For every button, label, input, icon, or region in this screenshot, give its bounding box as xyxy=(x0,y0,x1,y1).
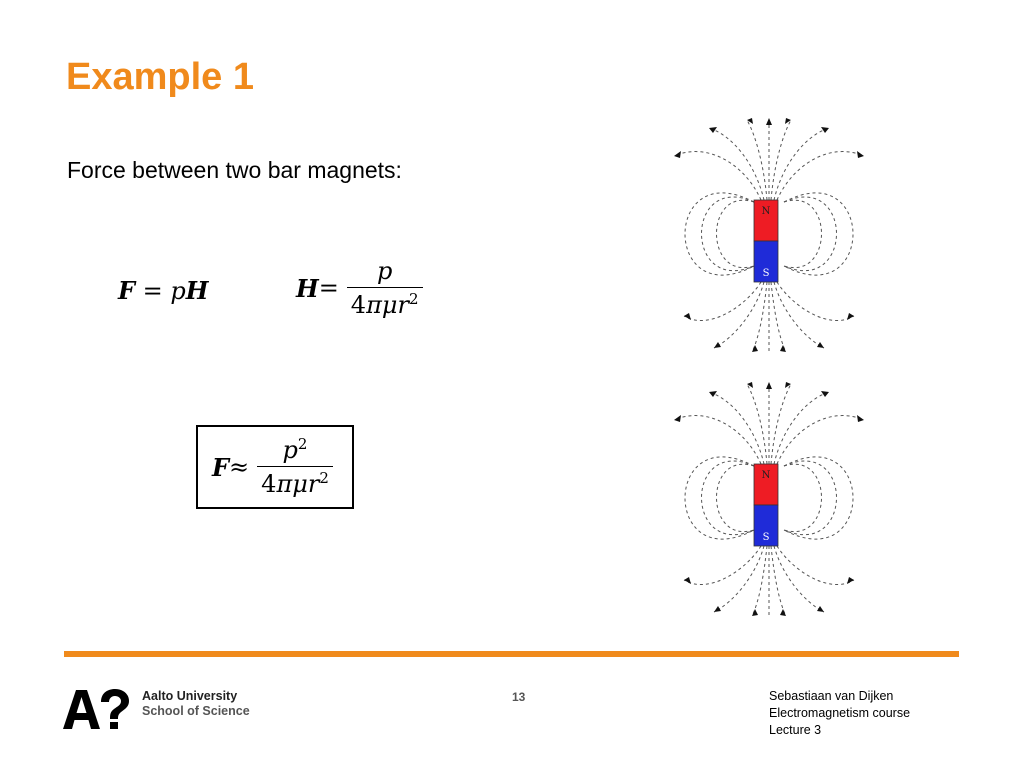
den-mu: μ xyxy=(292,470,308,498)
den-mu: μ xyxy=(381,291,398,319)
north-label: N xyxy=(761,470,771,481)
den-r: r xyxy=(307,470,320,498)
boxed-result-equation xyxy=(196,425,354,509)
den-exponent: 2 xyxy=(408,290,419,308)
force-symbol: F xyxy=(118,276,136,305)
equation-field xyxy=(296,257,423,319)
south-label: S xyxy=(762,268,770,279)
page-number: 13 xyxy=(512,690,526,704)
result-fraction xyxy=(257,436,333,498)
university-name xyxy=(142,689,250,719)
equals-sign: = xyxy=(135,277,171,305)
num-exponent: 2 xyxy=(297,435,308,453)
den-exponent: 2 xyxy=(319,469,329,487)
university-line2: School of Science xyxy=(142,704,250,718)
author-name: Sebastiaan van Dijken xyxy=(769,689,894,703)
intro-text: Force between two bar magnets: xyxy=(67,157,402,183)
approx-sign: ≈ xyxy=(229,453,250,481)
den-pi: π xyxy=(366,291,382,319)
force-symbol: F xyxy=(212,452,230,482)
field-fraction xyxy=(347,257,423,319)
course-name: Electromagnetism course xyxy=(769,706,911,720)
den-four: 4 xyxy=(350,291,367,319)
lecture-number: Lecture 3 xyxy=(769,723,822,737)
north-label: N xyxy=(761,206,771,217)
field-symbol: H xyxy=(296,273,319,303)
university-line1: Aalto University xyxy=(142,689,238,703)
bar-magnet-field-diagram-2 xyxy=(664,380,874,620)
num-p: p xyxy=(282,436,298,464)
field-symbol: H xyxy=(185,276,209,305)
aalto-logo xyxy=(63,688,131,730)
footer-divider xyxy=(64,651,959,657)
moment-symbol: p xyxy=(170,277,186,305)
slide-title: Example 1 xyxy=(66,56,254,98)
den-r: r xyxy=(397,291,409,319)
south-label: S xyxy=(762,532,770,543)
bar-magnet-field-diagram-1 xyxy=(664,116,874,356)
den-four: 4 xyxy=(261,470,277,498)
fraction-denominator xyxy=(347,287,423,319)
footer-credits xyxy=(769,688,910,739)
fraction-numerator xyxy=(277,436,314,466)
den-pi: π xyxy=(276,470,293,498)
fraction-numerator: p xyxy=(376,257,393,285)
equals-sign: = xyxy=(318,274,339,302)
equation-force xyxy=(118,276,208,305)
fraction-denominator xyxy=(257,466,333,498)
